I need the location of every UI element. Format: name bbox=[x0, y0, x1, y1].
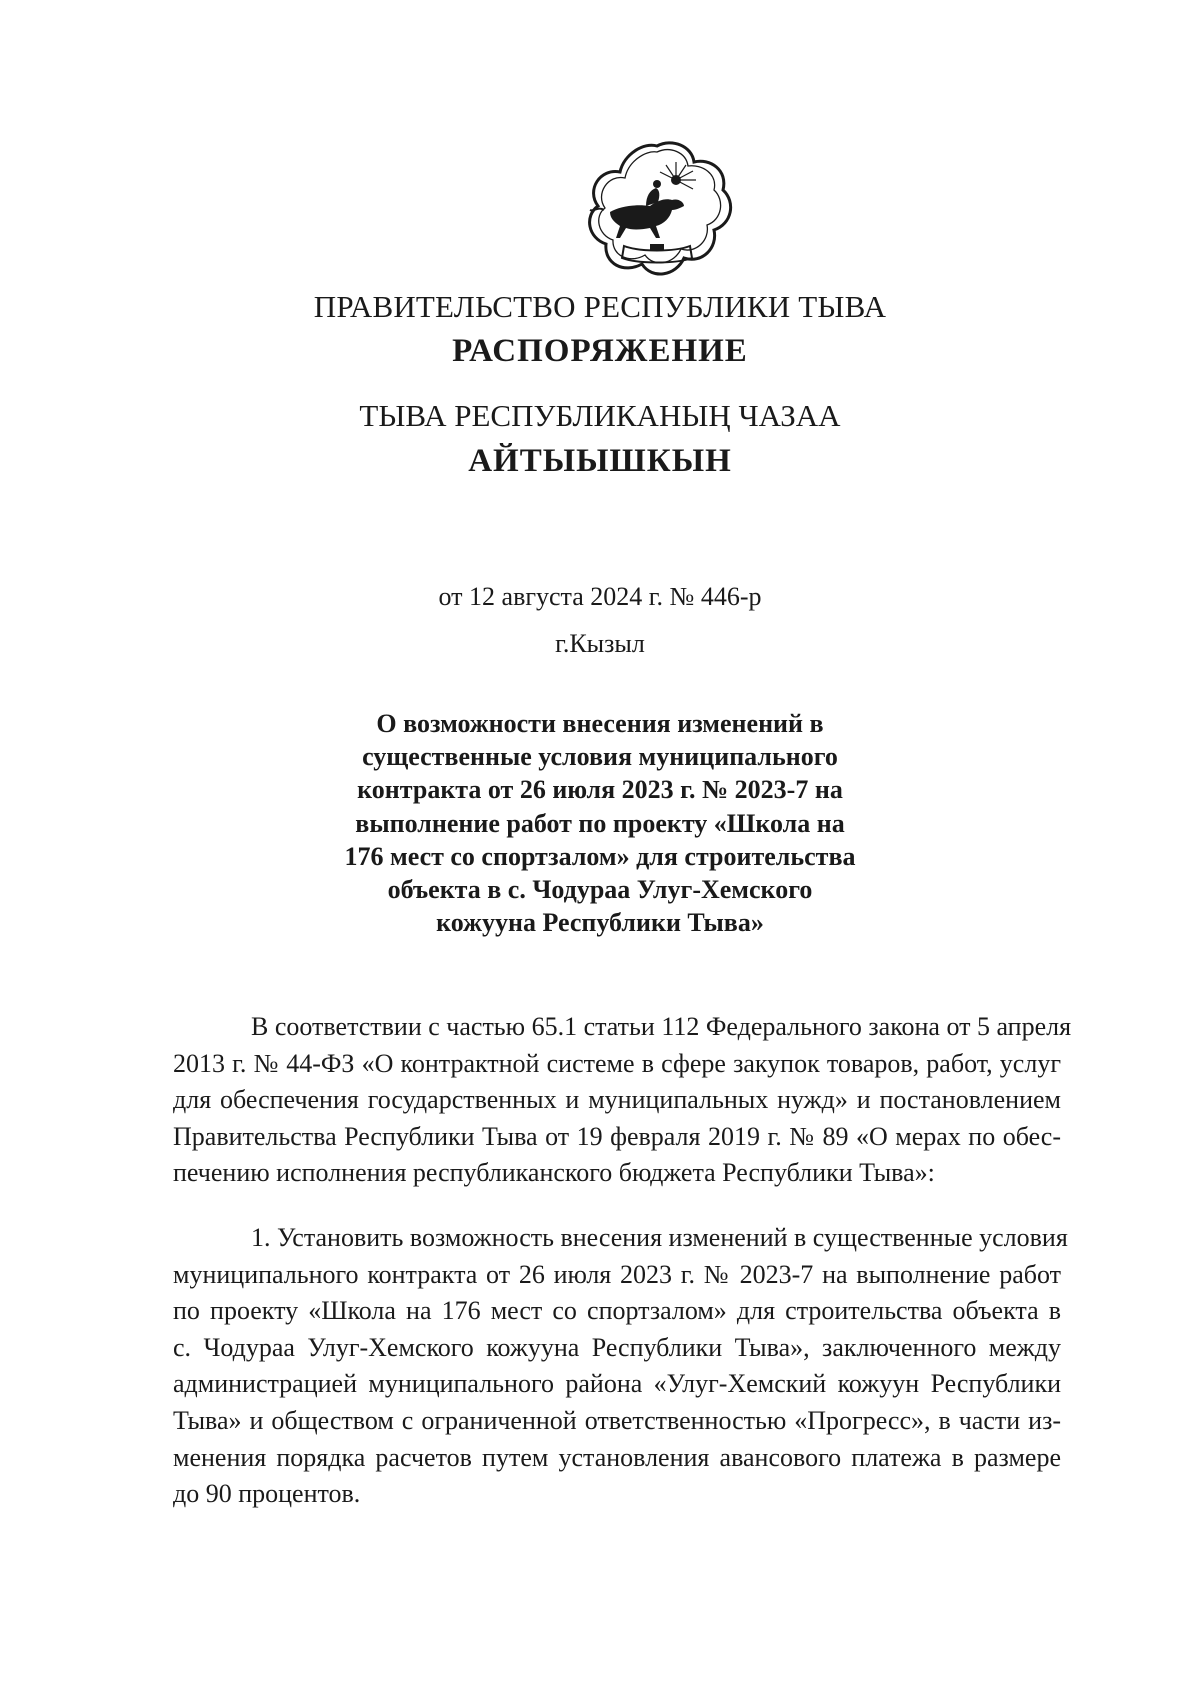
government-name-tyv: ТЫВА РЕСПУБЛИКАНЫҢ ЧАЗАА bbox=[359, 398, 841, 433]
paragraph-line: с. Чодураа Улуг-Хемского кожууна Республики Тыва», заключенного между bbox=[173, 1332, 1061, 1362]
item-1-paragraph bbox=[173, 1220, 1068, 1513]
preamble-paragraph bbox=[173, 1009, 1072, 1192]
paragraph-line: Тыва» и обществом с ограниченной ответственностью «Прогресс», в части из- bbox=[173, 1405, 1061, 1435]
paragraph-line: В соответствии с частью 65.1 статьи 112 Федерального закона от 5 апреля bbox=[251, 1012, 1072, 1041]
paragraph-line: печению исполнения республиканского бюджета Республики Тыва»: bbox=[173, 1158, 935, 1188]
paragraph-line: для обеспечения государственных и муниципальных нужд» и постановлением bbox=[173, 1085, 1061, 1115]
paragraph-line: муниципального контракта от 26 июля 2023 г. № 2023-7 на выполнение работ bbox=[173, 1259, 1061, 1289]
document-type-tyv: АЙТЫЫШКЫН bbox=[468, 443, 732, 479]
paragraph-line: до 90 процентов. bbox=[173, 1479, 361, 1509]
document-city: г.Кызыл bbox=[555, 629, 645, 658]
subject-line: 176 мест со спортзалом» для строительства bbox=[344, 841, 856, 871]
subject-line: О возможности внесения изменений в bbox=[376, 709, 824, 738]
government-name-ru: ПРАВИТЕЛЬСТВО РЕСПУБЛИКИ ТЫВА bbox=[313, 289, 887, 324]
paragraph-line: 1. Установить возможность внесения изменений в существенные условия bbox=[251, 1223, 1068, 1252]
paragraph-line: менения порядка расчетов путем установления авансового платежа в размере bbox=[173, 1442, 1061, 1472]
subject-line: кожууна Республики Тыва» bbox=[436, 908, 764, 938]
subject-line: контракта от 26 июля 2023 г. № 2023-7 на bbox=[357, 775, 843, 805]
document-type-ru: РАСПОРЯЖЕНИЕ bbox=[452, 333, 748, 369]
paragraph-line: 2013 г. № 44-ФЗ «О контрактной системе в сфере закупок товаров, работ, услуг bbox=[173, 1048, 1061, 1078]
document-subject bbox=[330, 707, 870, 939]
subject-line: выполнение работ по проекту «Школа на bbox=[355, 808, 845, 838]
document-date-number: от 12 августа 2024 г. № 446-р bbox=[438, 582, 762, 611]
subject-line: объекта в с. Чодураа Улуг-Хемского bbox=[387, 875, 813, 905]
paragraph-line: администрацией муниципального района «Улуг-Хемский кожуун Республики bbox=[173, 1369, 1061, 1399]
paragraph-line: Правительства Республики Тыва от 19 февраля 2019 г. № 89 «О мерах по обес- bbox=[173, 1121, 1061, 1151]
tuva-coat-of-arms-icon bbox=[580, 140, 735, 280]
subject-line: существенные условия муниципального bbox=[362, 742, 838, 772]
paragraph-line: по проекту «Школа на 176 мест со спортзалом» для строительства объекта в bbox=[173, 1296, 1061, 1326]
